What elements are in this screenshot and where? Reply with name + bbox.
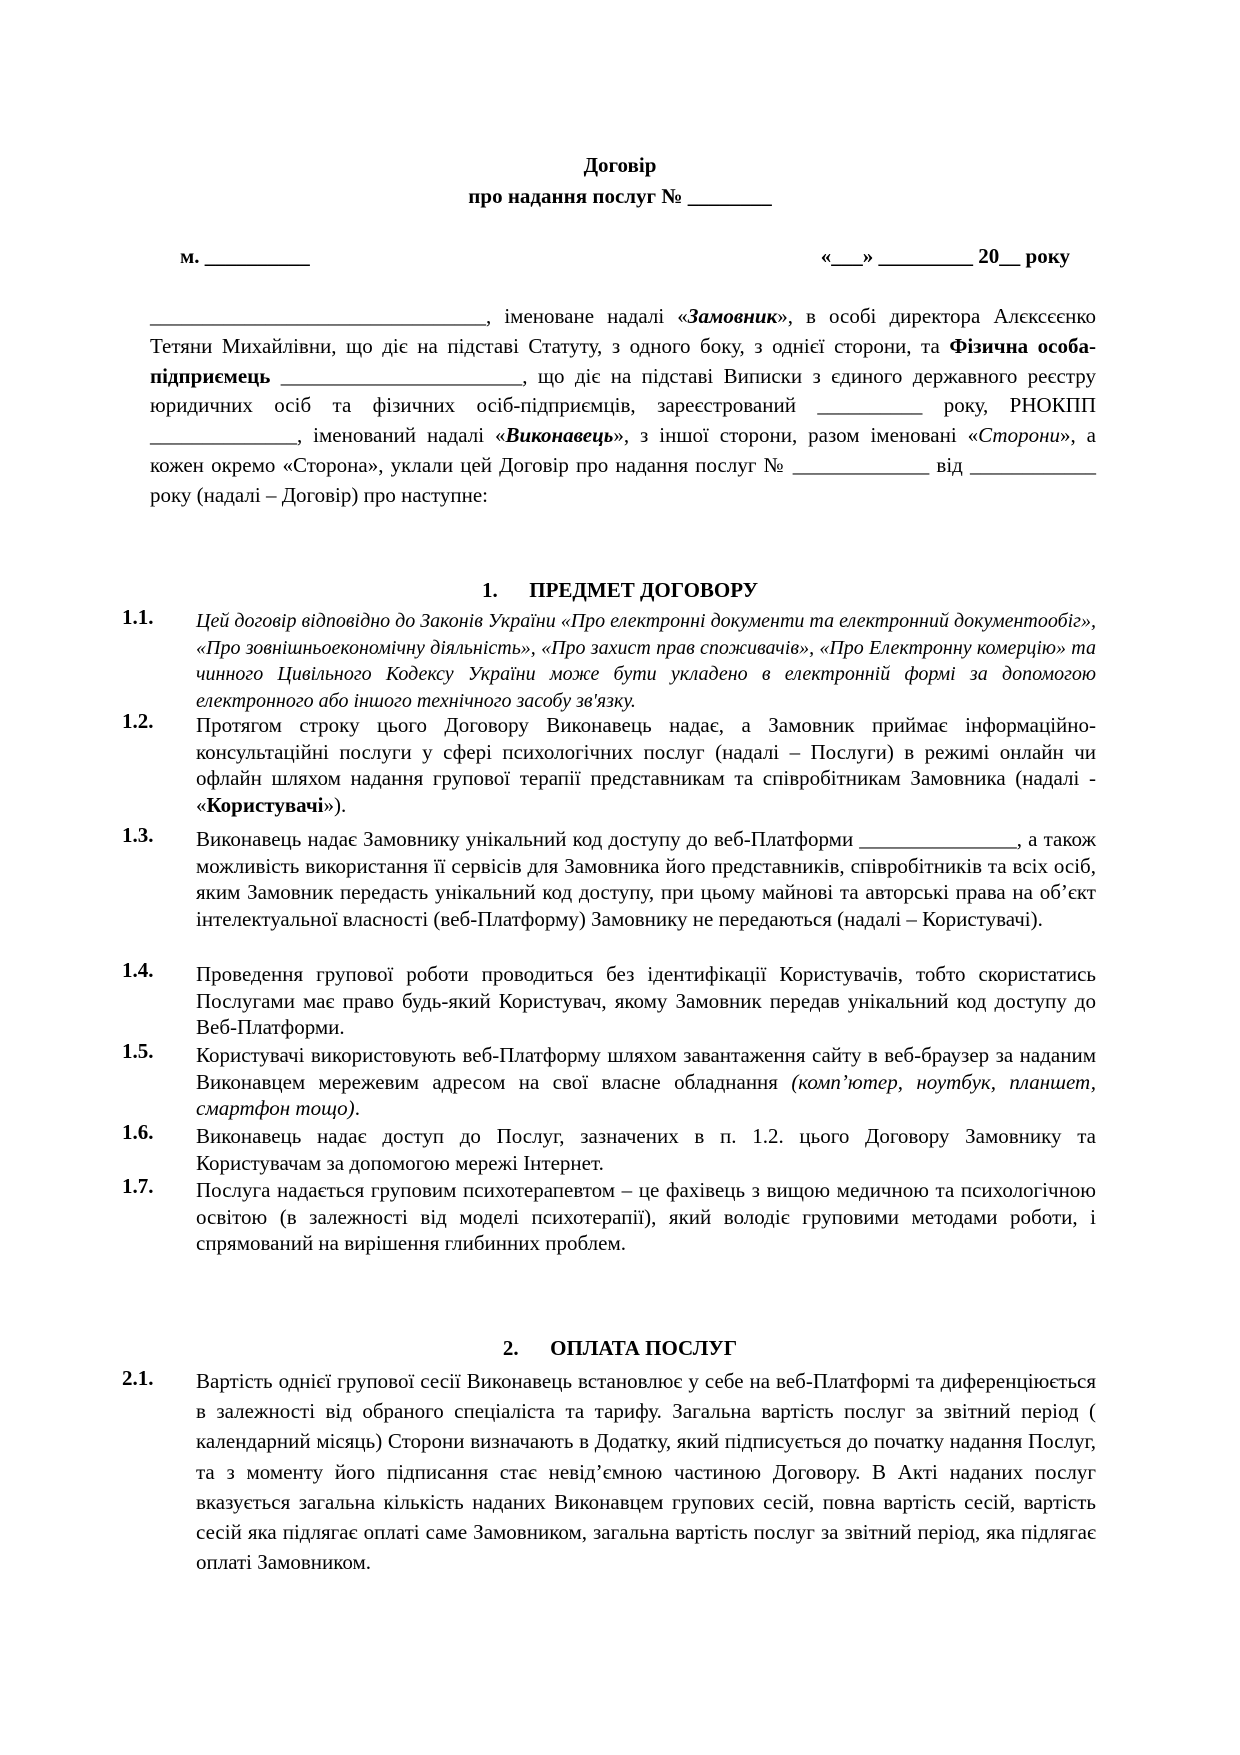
users-term: Користувачі — [206, 792, 324, 817]
clause-1-3 — [0, 823, 1240, 961]
clause-text: Послуга надається груповим психотерапевтом – це фахівець з вищою медичною та психологічною освітою (в залежності від моделі психотерапії), який володіє груповими методами роботи, і спрямований на вирішення глибинних проблем. — [196, 1178, 1096, 1256]
clause-text — [196, 1042, 1096, 1122]
clause-text: Проведення групової роботи проводиться без ідентифікації Користувачів, тобто скористатись Послугами має право будь-який Користувач, якому Замовник передав унікальний код доступу до Веб-Платформи. — [196, 962, 1096, 1040]
clause-1-5 — [0, 1039, 1240, 1123]
preamble-paragraph — [150, 302, 1096, 511]
clause-number: 1.6. — [122, 1120, 154, 1144]
clause-text: Цей договір відповідно до Законів України «Про електронні документи та електронний документообіг», «Про зовнішньоекономічну діяльність», «Про захист прав споживачів», «Про Електронну комерцію» та чинного Цивільного Кодексу України може бути укладено в електронній формі за допомогою електронного або іншого технічного засобу зв'язку. — [196, 610, 1096, 712]
preamble-text: ________________________________, іменоване надалі « — [150, 304, 688, 328]
clause-number: 1.7. — [122, 1174, 154, 1198]
preamble — [150, 302, 1096, 511]
fop-term: Фізична особа-підприємець — [150, 333, 1096, 388]
clause-number: 1.2. — [122, 709, 154, 733]
clause-1-1 — [0, 605, 1240, 712]
section-title-payment: 2. ОПЛАТА ПОСЛУГ — [502, 1336, 738, 1360]
clause-text-part: . — [354, 1096, 360, 1121]
section-subject-clauses — [0, 605, 1240, 1258]
preamble-text: », з іншої сторони, разом іменовані « — [613, 423, 979, 448]
preamble-text: », в особі директора Алєксєєнко Тетяни Михайлівни, що діє на підставі Статуту, з одного боку, з однієї сторони, та — [150, 304, 1097, 358]
clause-number: 2.1. — [122, 1366, 154, 1390]
customer-term: Замовник — [687, 304, 778, 328]
city-field: м. __________ — [180, 244, 310, 268]
clause-text: Виконавець надає Замовнику унікальний код доступу до веб-Платформи _______________, а також можливість використання її сервісів для Замовника його представників, співробітників та всіх осіб, яким Замовник передасть унікальний код доступу, при цьому майнові та авторські права на об’єкт інтелектуальної власності (веб-Платформу) Замовнику не передаються (надалі – Користувачі). — [196, 827, 1096, 931]
clause-text-part: Користувачі використовують веб-Платформу шляхом завантаження сайту в веб-браузер за наданим Виконавцем мережевим адресом на свої власне обладнання — [196, 1043, 1096, 1094]
clause-number: 1.5. — [122, 1039, 154, 1063]
document-subtitle: про надання послуг № ________ — [468, 184, 772, 208]
section-payment-clauses — [0, 1366, 1240, 1581]
date-field: «___» _________ 20__ року — [820, 244, 1070, 268]
clause-number: 1.4. — [122, 958, 154, 982]
document-title: Договір — [583, 153, 657, 177]
clause-text-part: Протягом строку цього Договору Виконавець надає, а Замовник приймає інформаційно-консультаційні послуги у сфері психологічних послуг (надалі – Послуги) в режимі онлайн чи офлайн шляхом надання групової терапії представникам та співробітникам Замовника (надалі - « — [196, 713, 1096, 817]
place-date-line — [180, 242, 1070, 270]
clause-text-part: »). — [323, 792, 347, 817]
clause-text — [196, 712, 1096, 818]
contractor-term: Виконавець — [505, 423, 614, 448]
preamble-text: _______________________, що діє на підставі Виписки з єдиного державного реєстру юридичних осіб та фізичних осіб-підприємців, зареєстрований __________ року, РНОКПП ______________, іменований надалі « — [150, 363, 1096, 448]
clause-number: 1.1. — [122, 605, 154, 629]
section-title-subject: 1. ПРЕДМЕТ ДОГОВОРУ — [482, 578, 758, 602]
clause-1-7 — [0, 1174, 1240, 1258]
clause-1-6 — [0, 1120, 1240, 1177]
clause-number: 1.3. — [122, 823, 154, 847]
clause-1-4 — [0, 958, 1240, 1042]
preamble-text: », а кожен окремо «Сторона», уклали цей Договір про надання послуг № _____________ від ____________ року (надалі – Договір) про наступне: — [150, 423, 1096, 507]
clause-text: Вартість однієї групової сесії Виконавець встановлює у себе на веб-Платформі та диференціюється в залежності від обраного спеціаліста та тарифу. Загальна вартість послуг за звітний період ( календарний місяць) Сторони визначають в Додатку, який підписується до початку надання Послуг, та з моменту його підписання стає невід’ємною частиною Договору. В Акті наданих послуг вказується загальна кількість наданих Виконавцем групових сесій, повна вартість сесій, вартість сесій яка підлягає оплаті саме Замовником, загальна вартість послуг за звітний період, яка підлягає оплаті Замовником. — [196, 1369, 1096, 1575]
clause-1-2 — [0, 709, 1240, 826]
clause-2-1 — [0, 1366, 1240, 1581]
parties-term: Сторони — [978, 423, 1060, 448]
clause-text: Виконавець надає доступ до Послуг, зазначених в п. 1.2. цього Договору Замовнику та Користувачам за допомогою мережі Інтернет. — [196, 1124, 1096, 1175]
devices-note: (комп’ютер, ноутбук, планшет, смартфон тощо) — [196, 1069, 1097, 1121]
